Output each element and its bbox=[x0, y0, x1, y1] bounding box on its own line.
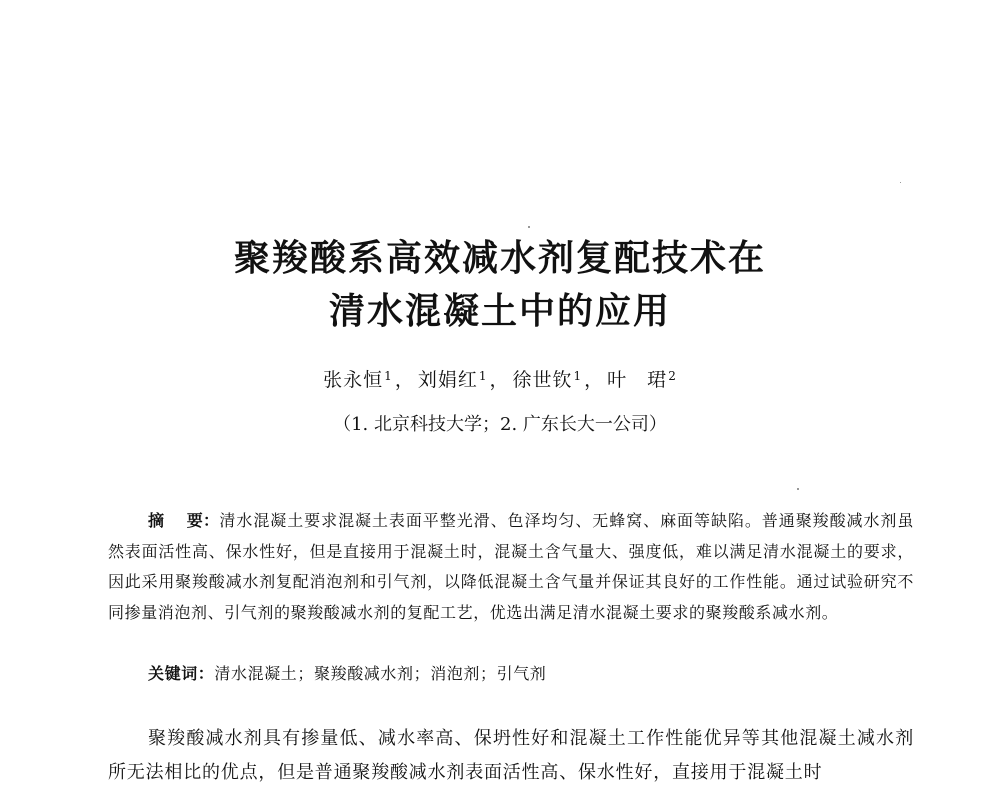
scan-speck bbox=[528, 226, 530, 228]
author-list bbox=[0, 367, 1000, 393]
author bbox=[607, 369, 677, 391]
author-affiliation-mark: 1 bbox=[384, 369, 393, 383]
abstract bbox=[108, 506, 914, 628]
author bbox=[513, 369, 583, 391]
author-separator: ， bbox=[584, 369, 605, 391]
abstract-label-part-2: 要： bbox=[186, 511, 220, 530]
abstract-label-part-1: 摘 bbox=[148, 511, 165, 530]
affiliations: （1. 北京科技大学；2. 广东长大一公司） bbox=[333, 414, 667, 435]
abstract-label bbox=[148, 511, 219, 530]
scan-speck bbox=[797, 488, 799, 490]
author-name: 刘娟红 bbox=[417, 369, 478, 391]
paper-title-line-2: 清水混凝土中的应用 bbox=[328, 290, 671, 332]
author-separator: ， bbox=[394, 369, 415, 391]
author-affiliation-mark: 2 bbox=[668, 369, 677, 383]
paper-title-line-1: 聚羧酸系高效减水剂复配技术在 bbox=[233, 237, 766, 279]
author-name: 张永恒 bbox=[323, 369, 384, 391]
author-name: 徐世钦 bbox=[512, 369, 573, 391]
keywords-label: 关键词： bbox=[148, 664, 215, 683]
abstract-text: 清水混凝土要求混凝土表面平整光滑、色泽均匀、无蜂窝、麻面等缺陷。普通聚羧酸减水剂虽然表面活性高、保水性好，但是直接用于混凝土时，混凝土含气量大、强度低，难以满足清水混凝土的要求，因此采用聚羧酸减水剂复配消泡剂和引气剂，以降低混凝土含气量并保证其良好的工作性能。通过试验研究不同掺量消泡剂、引气剂的聚羧酸减水剂的复配工艺，优选出满足清水混凝土要求的聚羧酸系减水剂。 bbox=[108, 511, 914, 622]
author-affiliation-mark: 1 bbox=[478, 369, 488, 383]
author bbox=[418, 369, 488, 391]
author-affiliation-mark: 1 bbox=[573, 369, 583, 383]
body-paragraph: 聚羧酸减水剂具有掺量低、减水率高、保坍性好和混凝土工作性能优异等其他混凝土减水剂所无法相比的优点，但是普通聚羧酸减水剂表面活性高、保水性好，直接用于混凝土时 bbox=[108, 728, 914, 783]
author-name: 叶 珺 bbox=[607, 369, 668, 391]
author-separator: ， bbox=[489, 369, 510, 391]
keywords-text: 清水混凝土；聚羧酸减水剂；消泡剂；引气剂 bbox=[214, 664, 547, 683]
keywords bbox=[148, 659, 914, 689]
author bbox=[323, 369, 393, 391]
scan-speck bbox=[900, 182, 901, 183]
